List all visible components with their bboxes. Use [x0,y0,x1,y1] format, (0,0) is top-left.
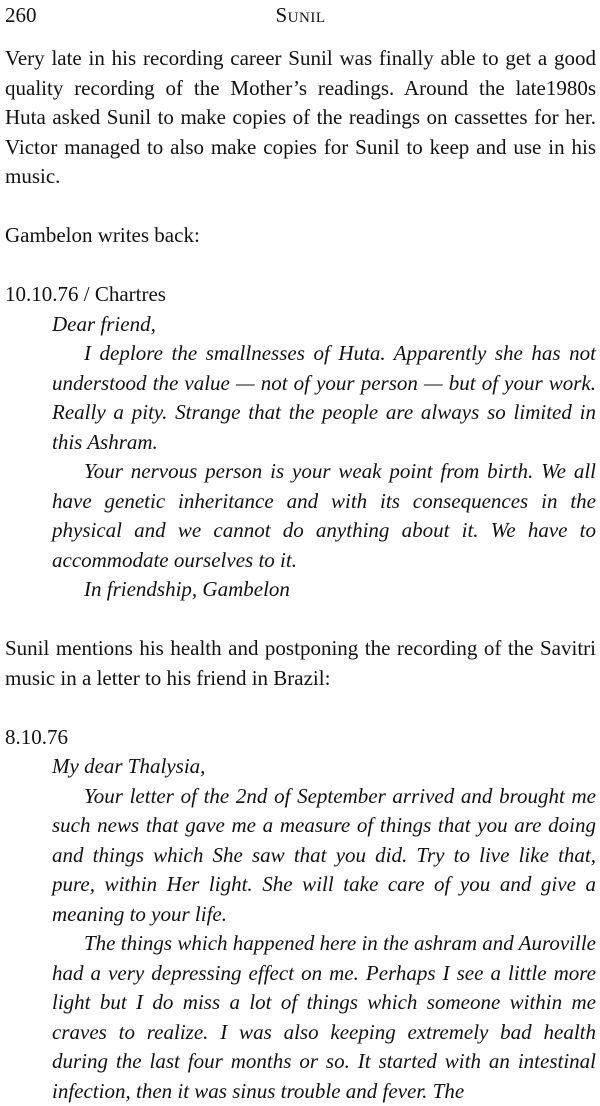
paragraph-gap [5,693,596,723]
letter-dateline: 10.10.76 / Chartres [5,280,596,310]
running-head: Sunil [5,2,596,28]
letter-body [5,752,596,1106]
letter-paragraph: The things which happened here in the ashram and Auroville had a very depressing effect on me. Perhaps I see a little more light but I do miss a lot of things which someone within me craves to realize. I was also keeping extremely bad health during the last four months or so. It started with an intestinal infection, then it was sinus trouble and fever. The [52,929,596,1106]
page-number: 260 [5,2,37,28]
paragraph-recording-history: Very late in his recording career Sunil was finally able to get a good quality recording of the Mother’s readings. Around the late1980s Huta asked Sunil to make copies of the readings on cassettes for her. Victor managed to also make copies for Sunil to keep and use in his music. [5,44,596,192]
letter-dateline: 8.10.76 [5,723,596,753]
page-header [5,0,596,34]
letter-salutation: Dear friend, [52,310,596,340]
letter-paragraph: Your letter of the 2nd of September arrived and brought me such news that gave me a measure of things that you are doing and things which She saw that you did. Try to live like that, pure, within Her light. She will take care of you and give a meaning to your life. [52,782,596,930]
paragraph-gap [5,192,596,222]
paragraph-gap [5,251,596,281]
paragraph-health-intro: Sunil mentions his health and postponing the recording of the Savitri music in a letter to his friend in Brazil: [5,634,596,693]
letter-salutation: My dear Thalysia, [52,752,596,782]
letter-paragraph: I deplore the smallnesses of Huta. Apparently she has not understood the value — not of your person — but of your work. Really a pity. Strange that the people are always so limited in this Ashram. [52,339,596,457]
paragraph-gambelon-intro: Gambelon writes back: [5,221,596,251]
paragraph-gap [5,605,596,635]
letter-paragraph: Your nervous person is your weak point from birth. We all have genetic inheritance and with its consequences in the physical and we cannot do anything about it. We have to accommodate ourselves to it. [52,457,596,575]
letter-body [5,310,596,605]
letter-gambelon [5,280,596,605]
letter-thalysia [5,723,596,1106]
letter-signoff: In friendship, Gambelon [52,575,596,605]
